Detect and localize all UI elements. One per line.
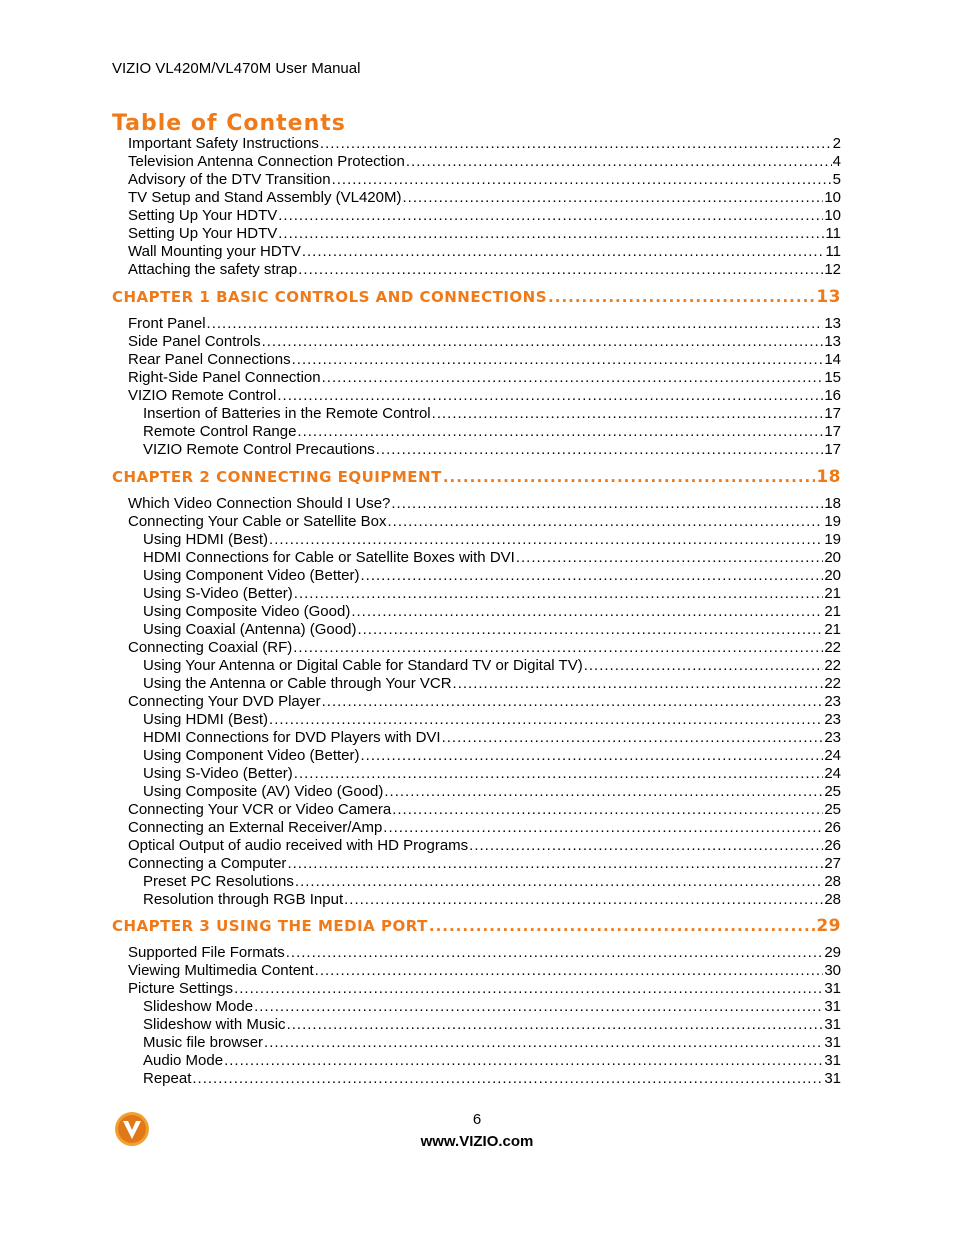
- toc-leader-dots: [406, 153, 832, 171]
- toc-leader-dots: [376, 441, 824, 459]
- toc-leader-dots: [453, 675, 824, 693]
- toc-entry-page: 12: [824, 261, 841, 278]
- toc-leader-dots: [224, 1052, 823, 1070]
- toc-leader-dots: [388, 513, 824, 531]
- toc-entry[interactable]: [128, 351, 841, 369]
- toc-leader-dots: [469, 837, 823, 855]
- toc-entry[interactable]: [128, 135, 841, 153]
- toc-leader-dots: [286, 944, 824, 962]
- toc-entry-page: 15: [824, 369, 841, 386]
- toc-entry[interactable]: [128, 225, 841, 243]
- toc-entry-label: Supported File Formats: [128, 944, 285, 961]
- toc-entry[interactable]: [128, 837, 841, 855]
- toc-entry[interactable]: [128, 369, 841, 387]
- toc-leader-dots: [357, 621, 823, 639]
- toc-entry[interactable]: [143, 711, 841, 729]
- toc-leader-dots: [298, 261, 823, 279]
- toc-entry[interactable]: [143, 729, 841, 747]
- toc-entry-label: TV Setup and Stand Assembly (VL420M): [128, 189, 402, 206]
- toc-chapter-heading[interactable]: [112, 288, 841, 306]
- toc-entry-label: CHAPTER 3 USING THE MEDIA PORT: [112, 917, 428, 935]
- toc-entry-page: 13: [824, 333, 841, 350]
- toc-entry[interactable]: [143, 747, 841, 765]
- toc-entry-page: 4: [832, 153, 841, 170]
- toc-entry-page: 10: [824, 207, 841, 224]
- toc-entry-label: Audio Mode: [143, 1052, 224, 1069]
- toc-entry-label: Right-Side Panel Connection: [128, 369, 321, 386]
- toc-leader-dots: [254, 998, 823, 1016]
- toc-entry-page: 20: [824, 549, 841, 566]
- footer-url: www.VIZIO.com: [420, 1133, 534, 1150]
- toc-leader-dots: [269, 531, 823, 549]
- toc-entry-page: 10: [824, 189, 841, 206]
- toc-leader-dots: [264, 1034, 823, 1052]
- toc-entry-label: Viewing Multimedia Content: [128, 962, 314, 979]
- toc-entry-label: Using Composite Video (Good): [143, 603, 351, 620]
- toc-entry-label: CHAPTER 1 BASIC CONTROLS AND CONNECTIONS: [112, 288, 548, 306]
- toc-entry-label: Slideshow with Music: [143, 1016, 286, 1033]
- toc-entry-label: Connecting an External Receiver/Amp: [128, 819, 383, 836]
- toc-entry-label: Connecting a Computer: [128, 855, 287, 872]
- toc-entry[interactable]: [143, 873, 841, 891]
- toc-entry[interactable]: [128, 261, 841, 279]
- toc-entry-label: Television Antenna Connection Protection: [128, 153, 405, 170]
- toc-entry-label: Resolution through RGB Input: [143, 891, 344, 908]
- toc-entry-page: 13: [824, 315, 841, 332]
- toc-entry-label: Rear Panel Connections: [128, 351, 291, 368]
- toc-entry-page: 24: [824, 765, 841, 782]
- document-header: VIZIO VL420M/VL470M User Manual: [112, 60, 361, 77]
- toc-entry[interactable]: [143, 675, 841, 693]
- toc-entry-label: Slideshow Mode: [143, 998, 254, 1015]
- toc-entry-page: 23: [824, 729, 841, 746]
- toc-entry-label: Connecting Your VCR or Video Camera: [128, 801, 392, 818]
- toc-entry[interactable]: [143, 423, 841, 441]
- toc-entry-page: 17: [824, 441, 841, 458]
- toc-entry-label: VIZIO Remote Control Precautions: [143, 441, 375, 458]
- toc-entry-page: 31: [824, 1052, 841, 1069]
- toc-entry-page: 22: [824, 639, 841, 656]
- toc-entry-page: 19: [824, 531, 841, 548]
- toc-leader-dots: [432, 405, 824, 423]
- toc-entry[interactable]: [128, 315, 841, 333]
- toc-entry-page: 22: [824, 657, 841, 674]
- toc-leader-dots: [442, 729, 824, 747]
- toc-leader-dots: [383, 819, 823, 837]
- toc-leader-dots: [269, 711, 823, 729]
- toc-leader-dots: [277, 387, 823, 405]
- toc-entry-label: Connecting Coaxial (RF): [128, 639, 293, 656]
- toc-entry-label: Optical Output of audio received with HD Programs: [128, 837, 469, 854]
- toc-entry[interactable]: [143, 657, 841, 675]
- toc-entry-page: 19: [824, 513, 841, 530]
- toc-leader-dots: [584, 657, 824, 675]
- toc-leader-dots: [293, 639, 823, 657]
- toc-entry-page: 26: [824, 819, 841, 836]
- toc-leader-dots: [402, 189, 823, 207]
- toc-entry[interactable]: [143, 549, 841, 567]
- toc-entry-label: Attaching the safety strap: [128, 261, 298, 278]
- toc-entry-page: 31: [824, 980, 841, 997]
- toc-entry-label: Using the Antenna or Cable through Your VCR: [143, 675, 452, 692]
- toc-entry-label: Using Your Antenna or Digital Cable for Standard TV or Digital TV): [143, 657, 583, 674]
- toc-entry[interactable]: [143, 567, 841, 585]
- toc-entry-page: 17: [824, 423, 841, 440]
- toc-entry-page: 30: [824, 962, 841, 979]
- toc-entry[interactable]: [128, 207, 841, 225]
- toc-entry-label: Using Component Video (Better): [143, 747, 360, 764]
- toc-entry-page: 28: [824, 873, 841, 890]
- page-title: Table of Contents: [112, 111, 346, 136]
- toc-entry-label: Repeat: [143, 1070, 192, 1087]
- toc-leader-dots: [294, 765, 824, 783]
- toc-entry-page: 31: [824, 998, 841, 1015]
- toc-entry-page: 11: [825, 225, 841, 242]
- toc-entry-page: 26: [824, 837, 841, 854]
- toc-entry[interactable]: [143, 405, 841, 423]
- toc-entry-page: 28: [824, 891, 841, 908]
- toc-entry[interactable]: [143, 441, 841, 459]
- toc-leader-dots: [294, 585, 824, 603]
- toc-entry-label: Using HDMI (Best): [143, 711, 269, 728]
- toc-entry[interactable]: [128, 819, 841, 837]
- toc-entry-page: 23: [824, 711, 841, 728]
- toc-entry[interactable]: [143, 621, 841, 639]
- toc-leader-dots: [207, 315, 824, 333]
- toc-entry[interactable]: [128, 639, 841, 657]
- toc-leader-dots: [443, 468, 816, 486]
- toc-entry-page: 21: [824, 585, 841, 602]
- toc-entry-label: CHAPTER 2 CONNECTING EQUIPMENT: [112, 468, 442, 486]
- toc-entry-label: Music file browser: [143, 1034, 264, 1051]
- toc-entry-label: Wall Mounting your HDTV: [128, 243, 301, 260]
- toc-entry[interactable]: [128, 387, 841, 405]
- toc-leader-dots: [429, 917, 815, 935]
- toc-entry-page: 23: [824, 693, 841, 710]
- toc-leader-dots: [295, 873, 823, 891]
- toc-entry-page: 22: [824, 675, 841, 692]
- toc-entry-label: HDMI Connections for Cable or Satellite Boxes with DVI: [143, 549, 515, 566]
- toc-entry[interactable]: [143, 603, 841, 621]
- toc-leader-dots: [332, 171, 832, 189]
- toc-entry-label: Connecting Your DVD Player: [128, 693, 321, 710]
- toc-leader-dots: [302, 243, 825, 261]
- toc-leader-dots: [548, 288, 815, 306]
- toc-entry-page: 14: [824, 351, 841, 368]
- toc-entry-label: Using Component Video (Better): [143, 567, 360, 584]
- toc-leader-dots: [322, 369, 824, 387]
- toc-entry-page: 27: [824, 855, 841, 872]
- toc-entry[interactable]: [128, 980, 841, 998]
- toc-entry-label: Remote Control Range: [143, 423, 297, 440]
- toc-entry-page: 31: [824, 1034, 841, 1051]
- toc-entry-page: 18: [824, 495, 841, 512]
- toc-entry-page: 20: [824, 567, 841, 584]
- toc-entry[interactable]: [143, 531, 841, 549]
- toc-entry[interactable]: [128, 962, 841, 980]
- toc-leader-dots: [278, 225, 824, 243]
- toc-entry-page: 25: [824, 783, 841, 800]
- toc-entry-page: 24: [824, 747, 841, 764]
- toc-entry[interactable]: [143, 891, 841, 909]
- toc-entry-label: Front Panel: [128, 315, 206, 332]
- page-number: 6: [472, 1111, 482, 1128]
- toc-entry-page: 31: [824, 1016, 841, 1033]
- toc-leader-dots: [234, 980, 823, 998]
- toc-entry-label: Advisory of the DTV Transition: [128, 171, 331, 188]
- toc-entry[interactable]: [143, 1052, 841, 1070]
- toc-entry-label: Which Video Connection Should I Use?: [128, 495, 391, 512]
- toc-leader-dots: [361, 567, 824, 585]
- toc-entry-page: 29: [824, 944, 841, 961]
- toc-entry[interactable]: [128, 243, 841, 261]
- toc-leader-dots: [262, 333, 824, 351]
- toc-entry-label: Using Coaxial (Antenna) (Good): [143, 621, 357, 638]
- toc-entry-label: Setting Up Your HDTV: [128, 207, 278, 224]
- toc-entry[interactable]: [143, 585, 841, 603]
- toc-leader-dots: [384, 783, 823, 801]
- toc-entry-page: 2: [832, 135, 841, 152]
- toc-leader-dots: [315, 962, 824, 980]
- toc-leader-dots: [292, 351, 824, 369]
- toc-leader-dots: [192, 1070, 823, 1088]
- toc-entry[interactable]: [128, 855, 841, 873]
- toc-entry-label: Insertion of Batteries in the Remote Control: [143, 405, 431, 422]
- toc-entry-label: Setting Up Your HDTV: [128, 225, 278, 242]
- toc-entry-label: Picture Settings: [128, 980, 234, 997]
- toc-entry-page: 21: [824, 603, 841, 620]
- toc-entry[interactable]: [128, 333, 841, 351]
- toc-entry[interactable]: [143, 1034, 841, 1052]
- toc-leader-dots: [297, 423, 823, 441]
- toc-entry-page: 16: [824, 387, 841, 404]
- toc-leader-dots: [287, 855, 823, 873]
- toc-chapter-heading[interactable]: [112, 917, 841, 935]
- toc-leader-dots: [344, 891, 823, 909]
- toc-leader-dots: [287, 1016, 824, 1034]
- toc-entry[interactable]: [128, 693, 841, 711]
- toc-chapter-heading[interactable]: [112, 468, 841, 486]
- toc-entry-label: Connecting Your Cable or Satellite Box: [128, 513, 387, 530]
- toc-leader-dots: [392, 801, 823, 819]
- toc-leader-dots: [320, 135, 832, 153]
- toc-leader-dots: [361, 747, 824, 765]
- toc-entry-page: 11: [825, 243, 841, 260]
- toc-entry-page: 17: [824, 405, 841, 422]
- toc-entry-page: 25: [824, 801, 841, 818]
- toc-leader-dots: [351, 603, 823, 621]
- toc-entry-page: 13: [816, 287, 841, 307]
- toc-entry-label: VIZIO Remote Control: [128, 387, 277, 404]
- toc-entry[interactable]: [128, 801, 841, 819]
- toc-leader-dots: [391, 495, 823, 513]
- toc-entry-page: 21: [824, 621, 841, 638]
- toc-entry-label: Preset PC Resolutions: [143, 873, 294, 890]
- toc-entry[interactable]: [128, 171, 841, 189]
- toc-entry[interactable]: [143, 1070, 841, 1088]
- toc-entry-label: Using S-Video (Better): [143, 765, 293, 782]
- toc-entry[interactable]: [143, 1016, 841, 1034]
- toc-entry-label: Using HDMI (Best): [143, 531, 269, 548]
- toc-entry-page: 29: [816, 916, 841, 936]
- toc-entry-page: 5: [832, 171, 841, 188]
- toc-entry[interactable]: [128, 513, 841, 531]
- toc-entry[interactable]: [128, 189, 841, 207]
- toc-entry-page: 18: [816, 467, 841, 487]
- toc-entry[interactable]: [128, 153, 841, 171]
- toc-entry-label: Using Composite (AV) Video (Good): [143, 783, 384, 800]
- toc-leader-dots: [278, 207, 823, 225]
- toc-entry[interactable]: [143, 765, 841, 783]
- toc-entry[interactable]: [128, 944, 841, 962]
- toc-entry[interactable]: [128, 495, 841, 513]
- toc-leader-dots: [516, 549, 823, 567]
- toc-entry-label: Side Panel Controls: [128, 333, 261, 350]
- toc-entry-label: Using S-Video (Better): [143, 585, 293, 602]
- toc-entry-label: HDMI Connections for DVD Players with DVI: [143, 729, 441, 746]
- toc-entry-page: 31: [824, 1070, 841, 1087]
- toc-entry-label: Important Safety Instructions: [128, 135, 319, 152]
- toc-entry[interactable]: [143, 998, 841, 1016]
- toc-leader-dots: [322, 693, 824, 711]
- toc-entry[interactable]: [143, 783, 841, 801]
